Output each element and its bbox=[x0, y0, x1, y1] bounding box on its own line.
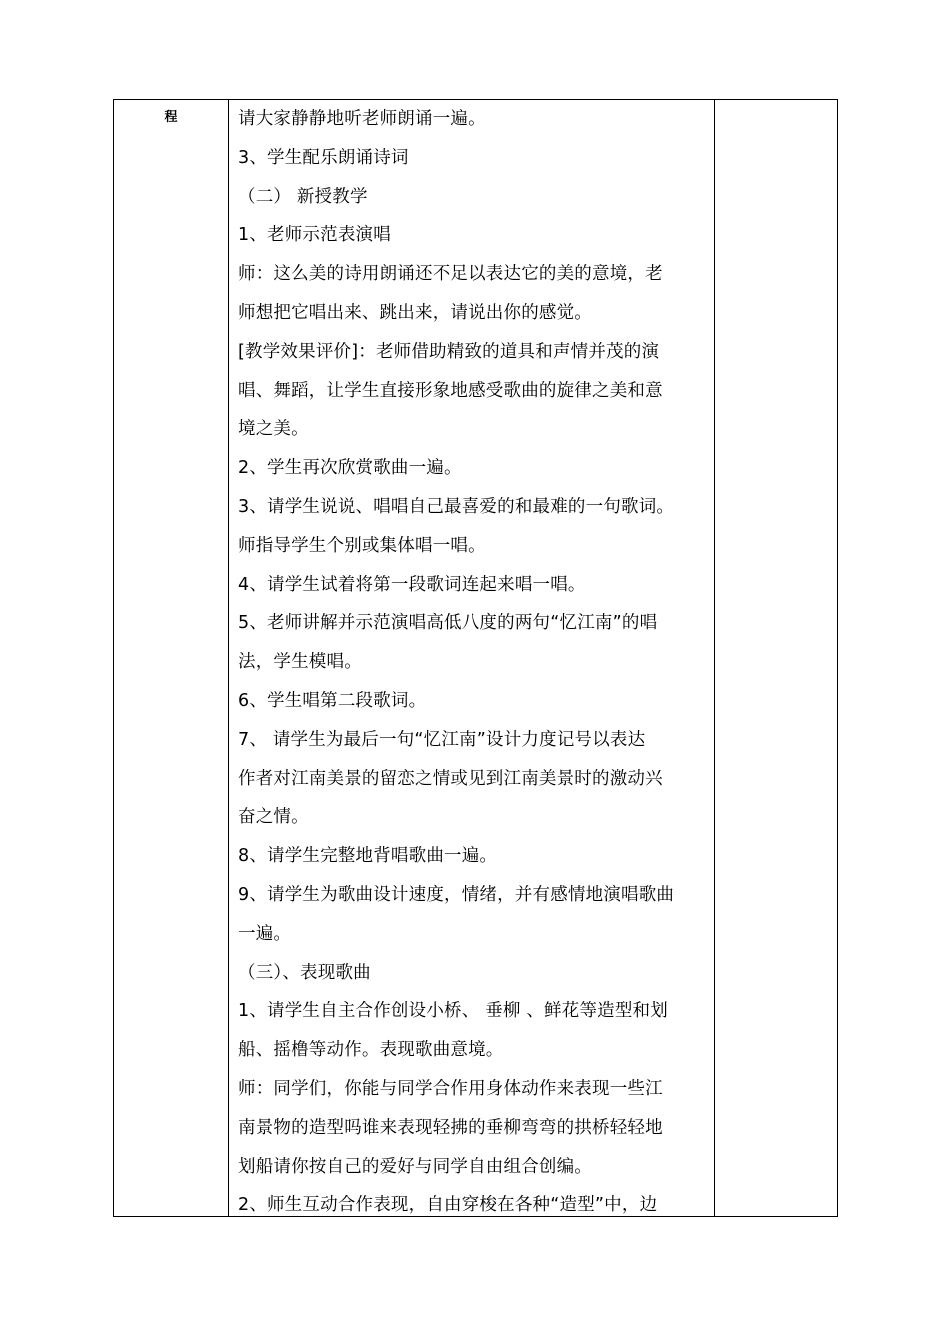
content-line: [教学效果评价]：老师借助精致的道具和声情并茂的演 bbox=[238, 341, 660, 362]
content-line: 请大家静静地听老师朗诵一遍。 bbox=[238, 109, 486, 129]
column-divider-right bbox=[714, 100, 715, 1216]
content-line: （三）、表现歌曲 bbox=[238, 962, 371, 983]
content-line: 1、请学生自主合作创设小桥、 垂柳 、鲜花等造型和划 bbox=[238, 1001, 668, 1022]
content-line: 奋之情。 bbox=[238, 807, 309, 828]
content-line: 3、请学生说说、唱唱自己最喜爱的和最难的一句歌词。 bbox=[238, 496, 675, 517]
content-line: 9、请学生为歌曲设计速度，情绪，并有感情地演唱歌曲 bbox=[238, 884, 675, 905]
content-line: 5、老师讲解并示范演唱高低八度的两句“忆江南”的唱 bbox=[238, 613, 658, 634]
content-line: 师想把它唱出来、跳出来，请说出你的感觉。 bbox=[238, 302, 592, 323]
content-line: 4、请学生试着将第一段歌词连起来唱一唱。 bbox=[238, 574, 586, 595]
content-line: 划船请你按自己的爱好与同学自由组合创编。 bbox=[238, 1156, 592, 1177]
content-line: 师：这么美的诗用朗诵还不足以表达它的美的意境，老 bbox=[238, 264, 663, 285]
content-line: （二） 新授教学 bbox=[238, 186, 368, 207]
content-line: 7、 请学生为最后一句“忆江南”设计力度记号以表达 bbox=[238, 729, 646, 750]
content-line: 境之美。 bbox=[238, 419, 309, 440]
content-line: 8、请学生完整地背唱歌曲一遍。 bbox=[238, 846, 498, 867]
content-line: 师指导学生个别或集体唱一唱。 bbox=[238, 535, 486, 556]
column-divider-left bbox=[228, 100, 229, 1216]
process-label-cell: 程 bbox=[164, 110, 178, 125]
content-line: 一遍。 bbox=[238, 923, 292, 944]
content-line: 船、摇橹等动作。表现歌曲意境。 bbox=[238, 1040, 504, 1061]
lesson-plan-table bbox=[113, 99, 838, 1217]
content-line: 6、学生唱第二段歌词。 bbox=[238, 690, 427, 711]
teaching-process-content bbox=[238, 100, 712, 1225]
content-line: 唱、舞蹈，让学生直接形象地感受歌曲的旋律之美和意 bbox=[238, 380, 663, 401]
content-line: 南景物的造型吗谁来表现轻拂的垂柳弯弯的拱桥轻轻地 bbox=[238, 1117, 663, 1138]
content-line: 2、学生再次欣赏歌曲一遍。 bbox=[238, 458, 462, 479]
content-line: 2、师生互动合作表现，自由穿梭在各种“造型”中，边 bbox=[238, 1195, 658, 1216]
content-line: 法，学生模唱。 bbox=[238, 652, 362, 673]
content-line: 师：同学们，你能与同学合作用身体动作来表现一些江 bbox=[238, 1078, 663, 1099]
content-line: 1、老师示范表演唱 bbox=[238, 225, 391, 246]
content-line: 3、学生配乐朗诵诗词 bbox=[238, 147, 409, 168]
content-line: 作者对江南美景的留恋之情或见到江南美景时的激动兴 bbox=[238, 768, 663, 789]
